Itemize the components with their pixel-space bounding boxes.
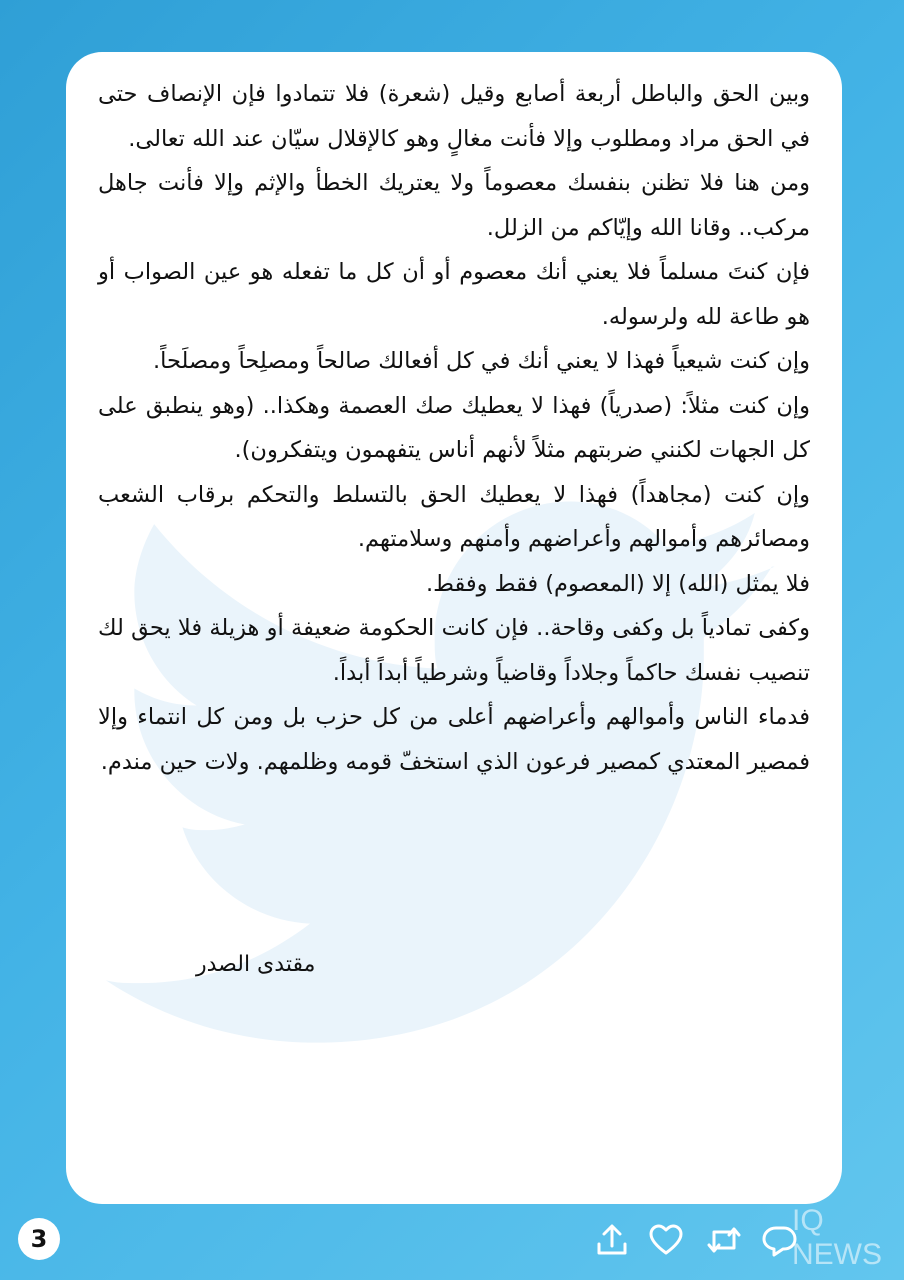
paragraph: فإن كنتَ مسلماً فلا يعني أنك معصوم أو أن كل ما تفعله هو عين الصواب أو هو طاعة لله ولرسوله. — [98, 259, 810, 330]
statement-body — [98, 72, 810, 784]
signature: مقتدى الصدر — [196, 952, 316, 977]
paragraph: ومن هنا فلا تظنن بنفسك معصوماً ولا يعتريك الخطأ والإثم وإلا فأنت جاهل مركب.. وقانا الله وإيّاكم من الزلل. — [98, 170, 810, 241]
share-icon[interactable] — [592, 1220, 632, 1260]
statement-card — [66, 52, 842, 1204]
paragraph: وإن كنت مثلاً: (صدرياً) فهذا لا يعطيك صك العصمة وهكذا.. (وهو ينطبق على كل الجهات لكنني ضربتهم مثلاً لأنهم أناس يتفهمون ويتفكرون). — [98, 392, 810, 463]
paragraph: وإن كنت شيعياً فهذا لا يعني أنك في كل أفعالك صالحاً ومصلِحاً ومصلَحاً. — [152, 348, 810, 374]
retweet-icon[interactable] — [704, 1220, 744, 1260]
paragraph: وكفى تمادياً بل وكفى وقاحة.. فإن كانت الحكومة ضعيفة أو هزيلة فلا يحق لك تنصيب نفسك حاكماً وجلاداً وقاضياً وشرطياً أبداً أبداً. — [98, 615, 810, 686]
paragraph: فلا يمثل (الله) إلا (المعصوم) فقط وفقط. — [425, 570, 810, 597]
heart-icon[interactable] — [646, 1220, 686, 1260]
paragraph: فدماء الناس وأموالهم وأعراضهم أعلى من كل حزب بل ومن كل انتماء وإلا فمصير المعتدي كمصير فرعون الذي استخفّ قومه وظلمهم. ولات حين مندم. — [98, 704, 810, 775]
news-watermark: IQ NEWS — [792, 1204, 882, 1271]
page-number-badge: 3 — [18, 1218, 60, 1260]
paragraph: وبين الحق والباطل أربعة أصابع وقيل (شعرة) فلا تتمادوا فإن الإنصاف حتى في الحق مراد ومطلوب وإلا فأنت مغالٍ وهو كالإقلال سيّان عند الله تعالى. — [98, 81, 810, 152]
paragraph: وإن كنت (مجاهداً) فهذا لا يعطيك الحق بالتسلط والتحكم برقاب الشعب ومصائرهم وأموالهم وأعراضهم وأمنهم وسلامتهم. — [98, 481, 810, 552]
